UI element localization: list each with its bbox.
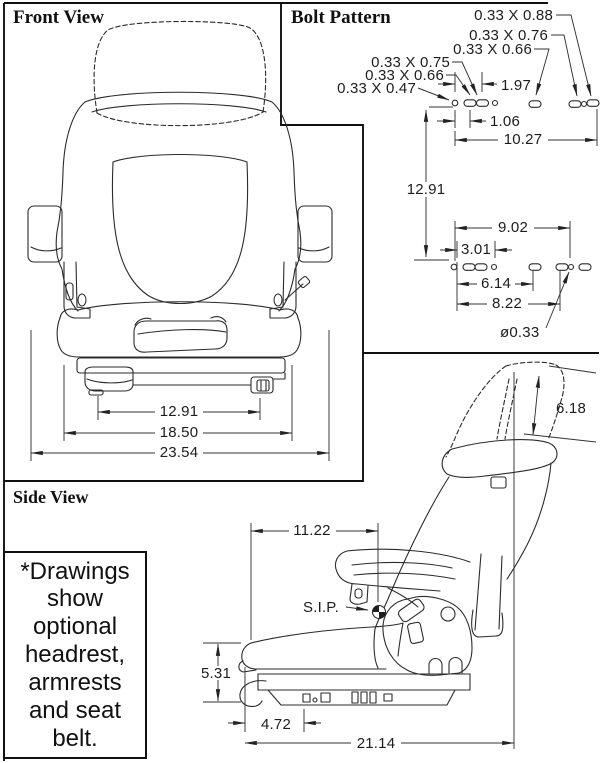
dim-text: 3.01: [461, 241, 491, 258]
dim-bolt-12-91: [403, 107, 453, 260]
front-armrest-right: [270, 206, 332, 318]
dim-bolt-10-27: [455, 109, 597, 148]
bolt-row-rear: [451, 264, 591, 271]
note-line: show: [46, 585, 104, 613]
note-line: optional: [32, 613, 118, 641]
dim-text: 23.54: [159, 444, 199, 461]
front-hook: [240, 681, 266, 707]
side-headrest-outline: [446, 362, 564, 457]
dim-bolt-3-01: [440, 241, 512, 258]
dim-text: 1.06: [490, 113, 520, 130]
front-view-title: Front View: [13, 7, 104, 28]
dim-front-overall-width: [31, 330, 329, 461]
bolt-pattern-dimensions: [403, 72, 597, 341]
dim-text: 21.14: [356, 735, 396, 752]
dim-text: 12.91: [159, 403, 199, 420]
side-view-title: Side View: [13, 487, 89, 507]
dim-side-front-offset: [228, 667, 321, 733]
sip-symbol: [373, 606, 386, 619]
note-line: and seat: [28, 696, 122, 724]
dim-text: 12.91: [406, 181, 446, 198]
dim-text: 5.31: [201, 665, 231, 682]
slot-label: 0.33 X 0.66: [453, 41, 532, 58]
side-view-dimensions: [196, 366, 596, 752]
slot-label: 0.33 X 0.47: [337, 80, 416, 97]
front-backrest: [56, 92, 301, 311]
dim-text: 8.22: [492, 295, 522, 312]
belt-guide: [491, 477, 506, 488]
dim-text: 6.14: [481, 275, 511, 292]
dim-text: 11.22: [293, 522, 331, 539]
dim-text: 4.72: [261, 716, 291, 733]
dim-text: 9.02: [498, 219, 528, 236]
belt-strap: [475, 554, 502, 630]
note-line: belt.: [52, 724, 98, 752]
side-seat-cushion: [239, 623, 403, 672]
bolt-pattern-title: Bolt Pattern: [291, 7, 391, 28]
dim-bolt-1-06: [437, 110, 520, 130]
note-line: armrests: [28, 668, 122, 696]
front-view-dimensions: [31, 330, 329, 461]
dim-text: 1.97: [501, 77, 531, 94]
dim-text: 18.50: [159, 424, 199, 441]
dim-text: 6.18: [556, 400, 586, 417]
slot-label: 0.33 X 0.76: [469, 27, 548, 44]
front-foot: [85, 367, 133, 391]
front-view-seat-drawing: [28, 21, 332, 395]
front-base: [77, 358, 285, 395]
side-armrest: [335, 549, 470, 607]
dim-side-seat-height: [196, 643, 241, 702]
sip-label: S.I.P.: [303, 599, 339, 616]
note-line: *Drawings: [20, 557, 130, 585]
note-line: headrest,: [24, 641, 126, 669]
side-base-rails: [240, 674, 470, 706]
options-note: [3, 551, 147, 759]
side-suspension-bracket: [383, 596, 472, 675]
slot-label: 0.33 X 0.66: [365, 67, 444, 84]
slot-label: 0.33 X 0.88: [474, 7, 553, 24]
dim-front-inner-width: [98, 396, 260, 420]
dim-side-headrest-height: [524, 366, 596, 442]
sip-callout: [303, 599, 368, 616]
dim-text: ø0.33: [500, 324, 540, 341]
side-view-seat-drawing: [239, 362, 564, 706]
front-headrest-outline: [94, 21, 266, 125]
dim-side-sip-setback: [251, 522, 378, 640]
front-seat-cushion: [57, 302, 301, 357]
bolt-row-front: [452, 100, 599, 108]
dim-side-overall-depth: [245, 372, 514, 752]
slot-label: 0.33 X 0.75: [371, 54, 450, 71]
dim-text: 10.27: [503, 131, 543, 148]
